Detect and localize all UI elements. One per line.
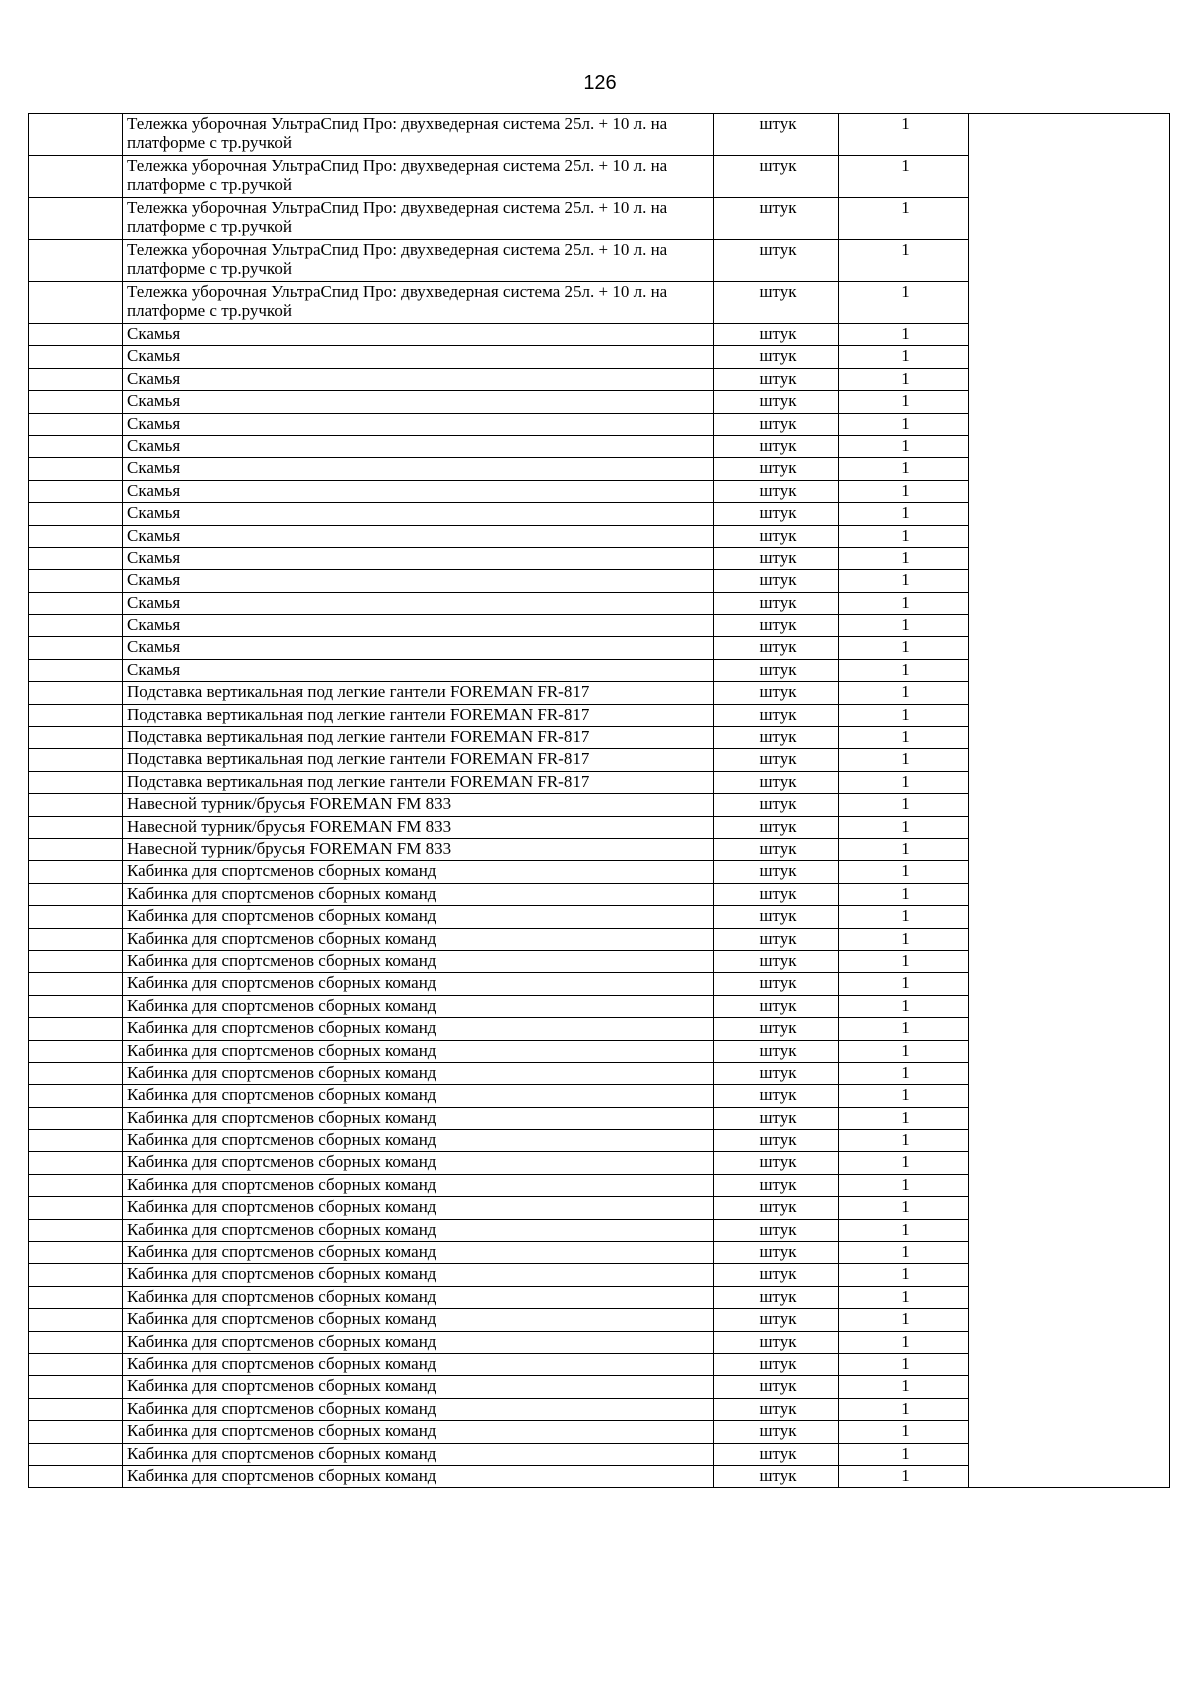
inventory-table-body [29,114,1170,1488]
item-name-cell: Скамья [123,615,714,637]
item-name-cell: Скамья [123,503,714,525]
item-name-cell: Кабинка для спортсменов сборных команд [123,1174,714,1196]
row-number-cell [29,525,123,547]
unit-cell: штук [714,240,839,282]
quantity-cell: 1 [839,413,969,435]
unit-cell: штук [714,282,839,324]
item-name-cell: Скамья [123,391,714,413]
unit-cell: штук [714,1398,839,1420]
unit-cell: штук [714,1085,839,1107]
unit-cell: штук [714,458,839,480]
quantity-cell: 1 [839,592,969,614]
unit-cell: штук [714,794,839,816]
row-number-cell [29,771,123,793]
unit-cell: штук [714,816,839,838]
unit-cell: штук [714,1353,839,1375]
unit-cell: штук [714,682,839,704]
item-name-cell: Кабинка для спортсменов сборных команд [123,1152,714,1174]
unit-cell: штук [714,368,839,390]
quantity-cell: 1 [839,1398,969,1420]
row-number-cell [29,413,123,435]
row-number-cell [29,1174,123,1196]
row-number-cell [29,1107,123,1129]
quantity-cell: 1 [839,114,969,156]
quantity-cell: 1 [839,1465,969,1487]
quantity-cell: 1 [839,995,969,1017]
item-name-cell: Кабинка для спортсменов сборных команд [123,950,714,972]
row-number-cell [29,240,123,282]
item-name-cell: Кабинка для спортсменов сборных команд [123,1376,714,1398]
row-number-cell [29,704,123,726]
quantity-cell: 1 [839,480,969,502]
quantity-cell: 1 [839,1353,969,1375]
item-name-cell: Кабинка для спортсменов сборных команд [123,1353,714,1375]
item-name-cell: Навесной турник/брусья FOREMAN FM 833 [123,816,714,838]
item-name-cell: Кабинка для спортсменов сборных команд [123,1264,714,1286]
unit-cell: штук [714,156,839,198]
unit-cell: штук [714,346,839,368]
unit-cell: штук [714,1107,839,1129]
unit-cell: штук [714,1443,839,1465]
row-number-cell [29,368,123,390]
item-name-cell: Тележка уборочная УльтраСпид Про: двухведерная система 25л. + 10 л. на платформе с тр.ручкой [123,282,714,324]
quantity-cell: 1 [839,771,969,793]
row-number-cell [29,547,123,569]
item-name-cell: Тележка уборочная УльтраСпид Про: двухведерная система 25л. + 10 л. на платформе с тр.ручкой [123,198,714,240]
item-name-cell: Кабинка для спортсменов сборных команд [123,1130,714,1152]
unit-cell: штук [714,198,839,240]
unit-cell: штук [714,749,839,771]
unit-cell: штук [714,1421,839,1443]
item-name-cell: Кабинка для спортсменов сборных команд [123,1421,714,1443]
item-name-cell: Навесной турник/брусья FOREMAN FM 833 [123,794,714,816]
quantity-cell: 1 [839,1286,969,1308]
unit-cell: штук [714,570,839,592]
quantity-cell: 1 [839,637,969,659]
item-name-cell: Тележка уборочная УльтраСпид Про: двухведерная система 25л. + 10 л. на платформе с тр.ручкой [123,156,714,198]
unit-cell: штук [714,704,839,726]
quantity-cell: 1 [839,950,969,972]
row-number-cell [29,950,123,972]
item-name-cell: Кабинка для спортсменов сборных команд [123,883,714,905]
unit-cell: штук [714,950,839,972]
unit-cell: штук [714,1152,839,1174]
unit-cell: штук [714,1130,839,1152]
unit-cell: штук [714,973,839,995]
row-number-cell [29,1421,123,1443]
item-name-cell: Кабинка для спортсменов сборных команд [123,1443,714,1465]
quantity-cell: 1 [839,503,969,525]
unit-cell: штук [714,838,839,860]
row-number-cell [29,1443,123,1465]
quantity-cell: 1 [839,1331,969,1353]
row-number-cell [29,1040,123,1062]
unit-cell: штук [714,615,839,637]
item-name-cell: Скамья [123,592,714,614]
item-name-cell: Кабинка для спортсменов сборных команд [123,1062,714,1084]
quantity-cell: 1 [839,749,969,771]
quantity-cell: 1 [839,704,969,726]
quantity-cell: 1 [839,1421,969,1443]
item-name-cell: Подставка вертикальная под легкие гантели FOREMAN FR-817 [123,771,714,793]
row-number-cell [29,1152,123,1174]
quantity-cell: 1 [839,1040,969,1062]
quantity-cell: 1 [839,1309,969,1331]
unit-cell: штук [714,1465,839,1487]
item-name-cell: Подставка вертикальная под легкие гантели FOREMAN FR-817 [123,704,714,726]
item-name-cell: Скамья [123,346,714,368]
row-number-cell [29,727,123,749]
row-number-cell [29,1219,123,1241]
unit-cell: штук [714,659,839,681]
row-number-cell [29,637,123,659]
item-name-cell: Скамья [123,435,714,457]
row-number-cell [29,1376,123,1398]
unit-cell: штук [714,928,839,950]
row-number-cell [29,435,123,457]
row-number-cell [29,1309,123,1331]
quantity-cell: 1 [839,682,969,704]
quantity-cell: 1 [839,1130,969,1152]
quantity-cell: 1 [839,883,969,905]
row-number-cell [29,838,123,860]
quantity-cell: 1 [839,794,969,816]
item-name-cell: Подставка вертикальная под легкие гантели FOREMAN FR-817 [123,727,714,749]
row-number-cell [29,861,123,883]
note-cell [969,114,1170,1488]
quantity-cell: 1 [839,816,969,838]
quantity-cell: 1 [839,1107,969,1129]
item-name-cell: Навесной турник/брусья FOREMAN FM 833 [123,838,714,860]
item-name-cell: Подставка вертикальная под легкие гантели FOREMAN FR-817 [123,682,714,704]
row-number-cell [29,973,123,995]
row-number-cell [29,346,123,368]
item-name-cell: Скамья [123,324,714,346]
row-number-cell [29,995,123,1017]
item-name-cell: Скамья [123,458,714,480]
item-name-cell: Кабинка для спортсменов сборных команд [123,906,714,928]
quantity-cell: 1 [839,1174,969,1196]
row-number-cell [29,1018,123,1040]
item-name-cell: Скамья [123,413,714,435]
quantity-cell: 1 [839,458,969,480]
quantity-cell: 1 [839,906,969,928]
unit-cell: штук [714,413,839,435]
row-number-cell [29,156,123,198]
unit-cell: штук [714,1286,839,1308]
row-number-cell [29,592,123,614]
unit-cell: штук [714,592,839,614]
row-number-cell [29,906,123,928]
row-number-cell [29,1353,123,1375]
page-number: 126 [583,72,617,94]
quantity-cell: 1 [839,282,969,324]
unit-cell: штук [714,637,839,659]
row-number-cell [29,198,123,240]
quantity-cell: 1 [839,368,969,390]
quantity-cell: 1 [839,324,969,346]
row-number-cell [29,682,123,704]
item-name-cell: Кабинка для спортсменов сборных команд [123,861,714,883]
row-number-cell [29,928,123,950]
unit-cell: штук [714,727,839,749]
unit-cell: штук [714,1062,839,1084]
quantity-cell: 1 [839,928,969,950]
item-name-cell: Кабинка для спортсменов сборных команд [123,1107,714,1129]
item-name-cell: Скамья [123,659,714,681]
row-number-cell [29,1331,123,1353]
unit-cell: штук [714,391,839,413]
quantity-cell: 1 [839,240,969,282]
unit-cell: штук [714,324,839,346]
quantity-cell: 1 [839,973,969,995]
unit-cell: штук [714,1219,839,1241]
row-number-cell [29,391,123,413]
row-number-cell [29,1465,123,1487]
row-number-cell [29,458,123,480]
quantity-cell: 1 [839,570,969,592]
unit-cell: штук [714,1018,839,1040]
row-number-cell [29,282,123,324]
item-name-cell: Кабинка для спортсменов сборных команд [123,973,714,995]
unit-cell: штук [714,525,839,547]
item-name-cell: Подставка вертикальная под легкие гантели FOREMAN FR-817 [123,749,714,771]
unit-cell: штук [714,995,839,1017]
item-name-cell: Скамья [123,480,714,502]
row-number-cell [29,883,123,905]
row-number-cell [29,1286,123,1308]
inventory-table [28,113,1170,1488]
row-number-cell [29,1242,123,1264]
row-number-cell [29,1085,123,1107]
quantity-cell: 1 [839,727,969,749]
item-name-cell: Скамья [123,570,714,592]
item-name-cell: Кабинка для спортсменов сборных команд [123,1286,714,1308]
item-name-cell: Кабинка для спортсменов сборных команд [123,995,714,1017]
item-name-cell: Кабинка для спортсменов сборных команд [123,1018,714,1040]
row-number-cell [29,615,123,637]
quantity-cell: 1 [839,615,969,637]
quantity-cell: 1 [839,435,969,457]
quantity-cell: 1 [839,659,969,681]
item-name-cell: Кабинка для спортсменов сборных команд [123,1398,714,1420]
quantity-cell: 1 [839,1242,969,1264]
item-name-cell: Скамья [123,368,714,390]
row-number-cell [29,749,123,771]
quantity-cell: 1 [839,525,969,547]
unit-cell: штук [714,771,839,793]
unit-cell: штук [714,1264,839,1286]
row-number-cell [29,1062,123,1084]
quantity-cell: 1 [839,1264,969,1286]
item-name-cell: Кабинка для спортсменов сборных команд [123,1040,714,1062]
quantity-cell: 1 [839,346,969,368]
unit-cell: штук [714,1331,839,1353]
item-name-cell: Скамья [123,547,714,569]
row-number-cell [29,816,123,838]
quantity-cell: 1 [839,1085,969,1107]
unit-cell: штук [714,435,839,457]
item-name-cell: Кабинка для спортсменов сборных команд [123,1309,714,1331]
unit-cell: штук [714,1197,839,1219]
quantity-cell: 1 [839,1219,969,1241]
row-number-cell [29,324,123,346]
row-number-cell [29,114,123,156]
row-number-cell [29,570,123,592]
quantity-cell: 1 [839,391,969,413]
row-number-cell [29,503,123,525]
quantity-cell: 1 [839,861,969,883]
unit-cell: штук [714,547,839,569]
unit-cell: штук [714,1242,839,1264]
unit-cell: штук [714,1376,839,1398]
item-name-cell: Кабинка для спортсменов сборных команд [123,1242,714,1264]
item-name-cell: Скамья [123,525,714,547]
item-name-cell: Тележка уборочная УльтраСпид Про: двухведерная система 25л. + 10 л. на платформе с тр.ручкой [123,240,714,282]
quantity-cell: 1 [839,547,969,569]
unit-cell: штук [714,1309,839,1331]
row-number-cell [29,794,123,816]
item-name-cell: Кабинка для спортсменов сборных команд [123,1197,714,1219]
row-number-cell [29,1398,123,1420]
quantity-cell: 1 [839,1152,969,1174]
table-row [29,114,1170,156]
item-name-cell: Кабинка для спортсменов сборных команд [123,1085,714,1107]
unit-cell: штук [714,480,839,502]
quantity-cell: 1 [839,838,969,860]
item-name-cell: Кабинка для спортсменов сборных команд [123,1219,714,1241]
quantity-cell: 1 [839,1062,969,1084]
row-number-cell [29,1264,123,1286]
quantity-cell: 1 [839,198,969,240]
row-number-cell [29,480,123,502]
quantity-cell: 1 [839,1197,969,1219]
row-number-cell [29,1197,123,1219]
unit-cell: штук [714,114,839,156]
quantity-cell: 1 [839,156,969,198]
row-number-cell [29,659,123,681]
item-name-cell: Кабинка для спортсменов сборных команд [123,1331,714,1353]
row-number-cell [29,1130,123,1152]
quantity-cell: 1 [839,1376,969,1398]
quantity-cell: 1 [839,1018,969,1040]
item-name-cell: Кабинка для спортсменов сборных команд [123,928,714,950]
unit-cell: штук [714,1040,839,1062]
item-name-cell: Кабинка для спортсменов сборных команд [123,1465,714,1487]
item-name-cell: Тележка уборочная УльтраСпид Про: двухведерная система 25л. + 10 л. на платформе с тр.ручкой [123,114,714,156]
unit-cell: штук [714,883,839,905]
unit-cell: штук [714,861,839,883]
item-name-cell: Скамья [123,637,714,659]
unit-cell: штук [714,1174,839,1196]
unit-cell: штук [714,906,839,928]
unit-cell: штук [714,503,839,525]
quantity-cell: 1 [839,1443,969,1465]
